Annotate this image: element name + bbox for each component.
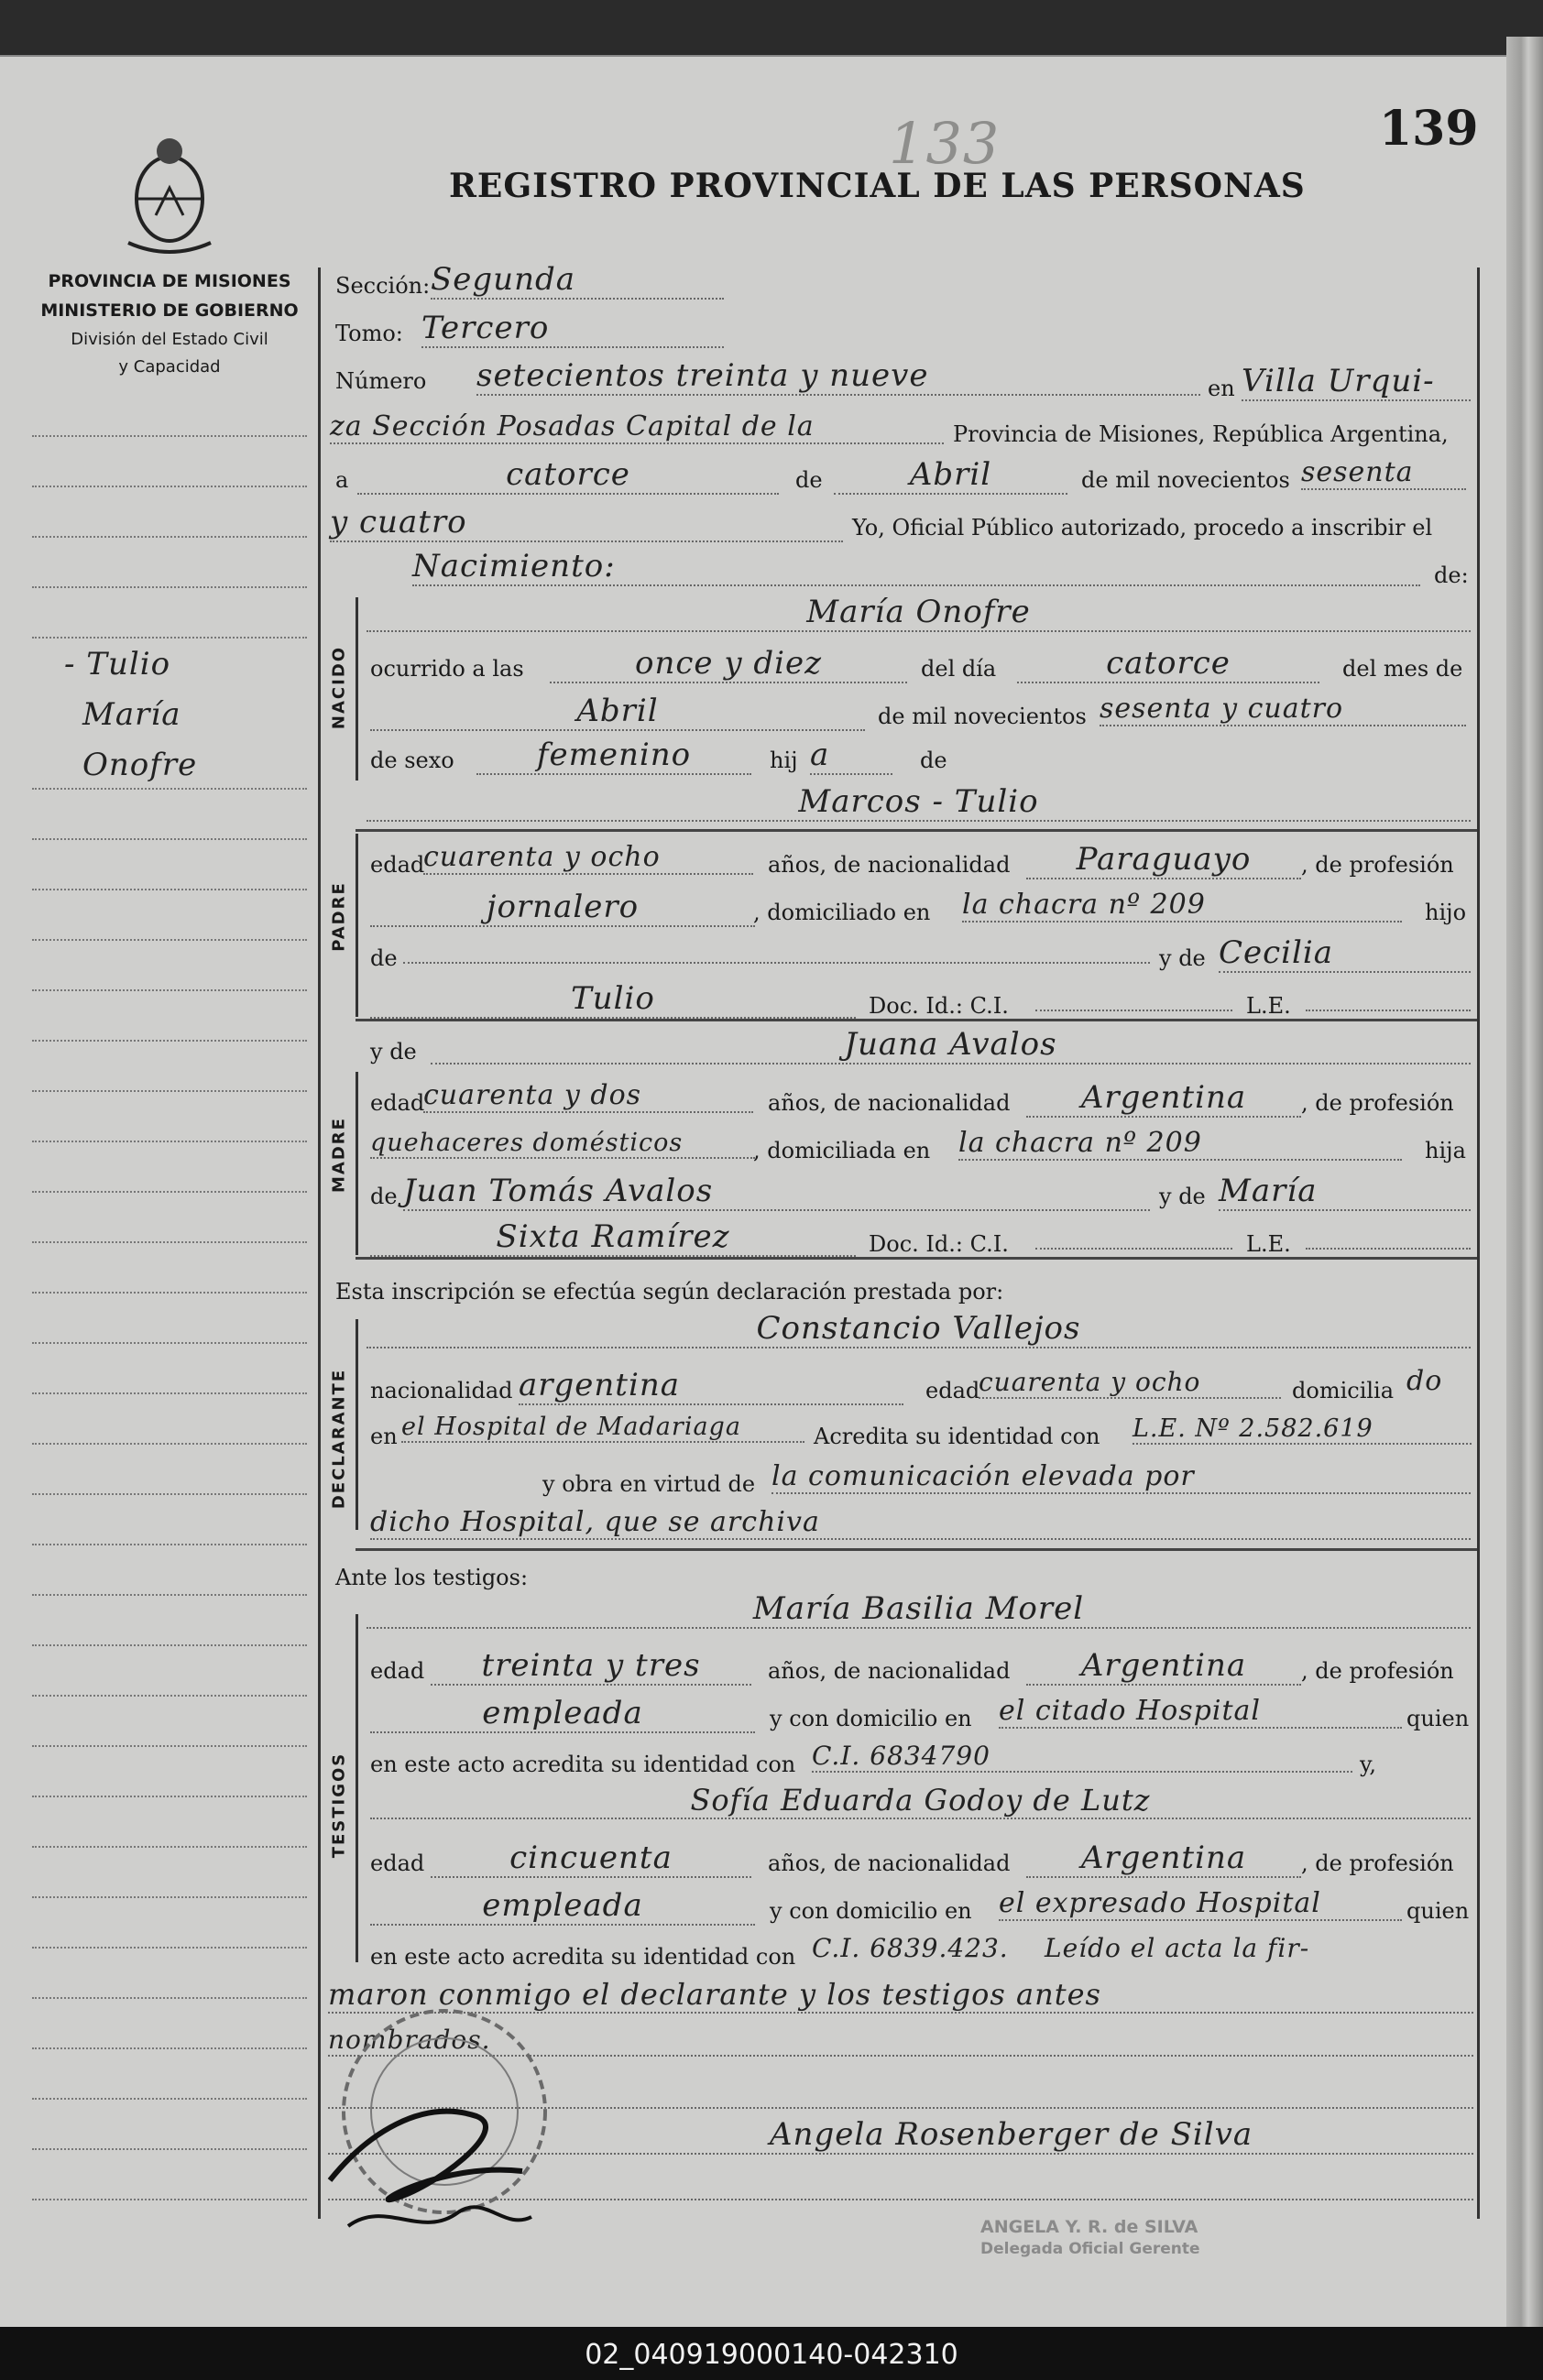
testigo2-profesion-label: , de profesión xyxy=(1301,1851,1454,1876)
madre-de-label: de xyxy=(370,1184,398,1209)
madre-madre-value: María xyxy=(1219,1173,1471,1211)
nacido-bottom-rule xyxy=(356,829,1477,832)
padre-bottom-rule xyxy=(356,1019,1477,1021)
testigo1-documento-value: C.I. 6834790 xyxy=(812,1741,1352,1773)
declarante-documento-value: L.E. Nº 2.582.619 xyxy=(1133,1414,1472,1445)
padre-edad-label: edad xyxy=(370,852,425,878)
madre-ci-blank xyxy=(1035,1248,1232,1250)
margin-note-line1: - Tulio xyxy=(64,646,171,682)
cierre-line-3: nombrados. xyxy=(328,2025,1473,2057)
declarante-nacionalidad-label: nacionalidad xyxy=(370,1378,513,1403)
sexo-value: femenino xyxy=(476,737,751,775)
declarante-bracket xyxy=(356,1319,358,1530)
document-title: REGISTRO PROVINCIAL DE LAS PERSONAS xyxy=(449,167,1306,205)
anio-value-2: y cuatro xyxy=(330,504,843,542)
padre-domicilio-label: , domiciliado en xyxy=(753,900,931,925)
ante-testigos-label: Ante los testigos: xyxy=(335,1565,529,1590)
madre-nombre: Juana Avalos xyxy=(431,1026,1471,1064)
de-colon-label: de: xyxy=(1434,562,1469,588)
testigo1-quien-label: quien xyxy=(1406,1706,1470,1731)
de-hijo-label: de xyxy=(920,748,947,773)
de-mil-label: de mil novecientos xyxy=(878,704,1087,729)
tomo-value: Tercero xyxy=(421,310,724,348)
padre-le-blank xyxy=(1306,1010,1471,1011)
testigo2-edad-label: edad xyxy=(370,1851,425,1876)
a-label: a xyxy=(335,467,349,493)
testigo2-profesion-value: empleada xyxy=(370,1887,755,1926)
en-value-line1: Villa Urqui- xyxy=(1242,363,1471,401)
padre-de-label: de xyxy=(370,945,398,971)
madre-nacionalidad-value: Argentina xyxy=(1026,1079,1301,1118)
official-signature: Angela Rosenberger de Silva xyxy=(770,2116,1253,2153)
declarante-nombre: Constancio Vallejos xyxy=(367,1310,1471,1348)
madre-padre-value: Juan Tomás Avalos xyxy=(403,1173,1150,1211)
testigo1-nacionalidad-value: Argentina xyxy=(1026,1647,1301,1686)
esta-inscripcion-label: Esta inscripción se efectúa según declaración prestada por: xyxy=(335,1279,1004,1305)
mes-value: Abril xyxy=(834,456,1067,495)
padre-side-label: PADRE xyxy=(329,881,349,952)
margin-note-line2: María xyxy=(82,696,181,733)
madre-le-label: L.E. xyxy=(1246,1231,1291,1257)
testigo1-edad-value: treinta y tres xyxy=(431,1647,751,1686)
provincia-label: Provincia de Misiones, República Argentina, xyxy=(953,421,1449,447)
declarante-edad-label: edad xyxy=(925,1378,980,1403)
padre-nombre: Marcos - Tulio xyxy=(367,783,1471,822)
nacido-bracket xyxy=(356,597,358,781)
declarante-bottom-rule xyxy=(356,1548,1477,1551)
cierre-line-1: Leído el acta la fir- xyxy=(1045,1933,1310,1963)
padre-domicilio-value: la chacra nº 209 xyxy=(962,889,1402,923)
anio-value-1: sesenta xyxy=(1301,456,1466,490)
del-mes-label: del mes de xyxy=(1342,656,1463,682)
coat-of-arms-emblem xyxy=(119,133,220,257)
frame-left-rule xyxy=(318,267,321,2219)
capacity-label: y Capacidad xyxy=(118,357,221,377)
nombre-inscripto: María Onofre xyxy=(367,594,1471,632)
numero-value: setecientos treinta y nueve xyxy=(476,357,1200,396)
padre-de-blank xyxy=(403,962,1150,964)
en-label: en xyxy=(1208,376,1235,401)
madre-domicilio-label: , domiciliada en xyxy=(753,1138,931,1163)
padre-y-de-label: y de xyxy=(1159,945,1206,971)
testigo2-domicilio-value: el expresado Hospital xyxy=(999,1887,1402,1921)
madre-profesion-label: , de profesión xyxy=(1301,1090,1454,1116)
testigo2-nombre: Sofía Eduarda Godoy de Lutz xyxy=(370,1783,1471,1819)
anio-nacimiento-value: sesenta y cuatro xyxy=(1100,693,1466,726)
ocurrido-label: ocurrido a las xyxy=(370,656,524,682)
madre-domicilio-value: la chacra nº 209 xyxy=(958,1127,1402,1161)
en-value-line2: za Sección Posadas Capital de la xyxy=(330,410,944,444)
dia-value: catorce xyxy=(357,456,779,495)
cierre-line-2: maron conmigo el declarante y los testigos antes xyxy=(328,1977,1473,2014)
testigo2-edad-value: cincuenta xyxy=(431,1840,751,1878)
acto-value: Nacimiento: xyxy=(412,548,1420,586)
testigo1-domicilio-label: y con domicilio en xyxy=(770,1706,972,1731)
image-identifier: 02_040919000140-042310 xyxy=(585,2339,958,2371)
declarante-y-obra-label: y obra en virtud de xyxy=(542,1471,756,1497)
padre-nacionalidad-label: años, de nacionalidad xyxy=(768,852,1011,878)
dia-nacimiento-value: catorce xyxy=(1017,645,1319,683)
declarante-acredita-label: Acredita su identidad con xyxy=(814,1424,1100,1449)
declarante-obra-value-2: dicho Hospital, que se archiva xyxy=(370,1506,1471,1540)
padre-ci-blank xyxy=(1035,1010,1232,1011)
folio-stamp-number: 133 xyxy=(889,110,1001,177)
madre-nacionalidad-label: años, de nacionalidad xyxy=(768,1090,1011,1116)
madre-bottom-rule xyxy=(356,1257,1477,1260)
declarante-domicilia-label: domicilia xyxy=(1292,1378,1395,1403)
padre-bracket xyxy=(356,834,358,1017)
del-dia-label: del día xyxy=(921,656,997,682)
declarante-edad-value: cuarenta y ocho xyxy=(979,1367,1281,1399)
division-label: División del Estado Civil xyxy=(71,330,268,349)
page-number: 139 xyxy=(1379,101,1479,157)
official-stamp-name: ANGELA Y. R. de SILVA xyxy=(980,2217,1198,2237)
book-page-edges xyxy=(1506,37,1543,2327)
declarante-domicilio-value: el Hospital de Madariaga xyxy=(401,1413,804,1443)
madre-hija-label: hija xyxy=(1425,1138,1466,1163)
declarante-obra-value: la comunicación elevada por xyxy=(772,1460,1471,1494)
testigo2-nacionalidad-label: años, de nacionalidad xyxy=(768,1851,1011,1876)
testigo1-domicilio-value: el citado Hospital xyxy=(999,1695,1402,1729)
testigo2-domicilio-label: y con domicilio en xyxy=(770,1898,972,1924)
testigo1-edad-label: edad xyxy=(370,1658,425,1684)
padre-hijo-label: hijo xyxy=(1425,900,1467,925)
declarante-side-label: DECLARANTE xyxy=(329,1368,349,1510)
testigo1-y-label: y, xyxy=(1360,1752,1376,1777)
madre-y-de-label: y de xyxy=(370,1039,417,1064)
sexo-label: de sexo xyxy=(370,748,454,773)
hij-suffix-value: a xyxy=(810,737,892,775)
padre-doc-label: Doc. Id.: C.I. xyxy=(869,993,1009,1019)
mes-nacimiento-value: Abril xyxy=(370,693,865,731)
hij-label: hij xyxy=(770,748,798,773)
ministry-label: MINISTERIO DE GOBIERNO xyxy=(40,300,299,321)
madre-le-blank xyxy=(1306,1248,1471,1250)
padre-edad-value: cuarenta y ocho xyxy=(423,841,753,875)
padre-abuela-value: Cecilia xyxy=(1219,934,1471,973)
madre-profesion-value: quehaceres domésticos xyxy=(370,1129,755,1159)
tomo-label: Tomo: xyxy=(335,321,403,346)
declarante-en-label: en xyxy=(370,1424,398,1449)
declarante-signature-scribble xyxy=(312,2080,550,2263)
numero-label: Número xyxy=(335,368,427,394)
madre-side-label: MADRE xyxy=(329,1117,349,1193)
de-label: de xyxy=(795,467,823,493)
yo-oficial-label: Yo, Oficial Público autorizado, procedo a inscribir el xyxy=(852,515,1433,540)
mil-novecientos-label: de mil novecientos xyxy=(1081,467,1290,493)
padre-nacionalidad-value: Paraguayo xyxy=(1026,841,1301,879)
testigos-bracket xyxy=(356,1614,358,1962)
madre-y-de-2-label: y de xyxy=(1159,1184,1206,1209)
testigo1-acredita-label: en este acto acredita su identidad con xyxy=(370,1752,796,1777)
testigo2-acredita-label: en este acto acredita su identidad con xyxy=(370,1944,796,1970)
testigo1-nacionalidad-label: años, de nacionalidad xyxy=(768,1658,1011,1684)
madre-edad-label: edad xyxy=(370,1090,425,1116)
madre-madre-value-2: Sixta Ramírez xyxy=(370,1218,856,1257)
margin-note-line3: Onofre xyxy=(82,747,198,783)
testigo2-documento-value: C.I. 6839.423. xyxy=(812,1933,1009,1963)
declarante-nacionalidad-value: argentina xyxy=(519,1367,903,1405)
declarante-domicilia-suffix: do xyxy=(1406,1365,1443,1397)
padre-profesion-label: , de profesión xyxy=(1301,852,1454,878)
madre-edad-value: cuarenta y dos xyxy=(423,1079,753,1113)
official-stamp-title: Delegada Oficial Gerente xyxy=(980,2240,1200,2258)
nacido-side-label: NACIDO xyxy=(329,645,349,730)
testigo1-profesion-value: empleada xyxy=(370,1695,755,1733)
padre-abuela-value-2: Tulio xyxy=(370,980,856,1019)
seccion-value: Segunda xyxy=(431,261,724,300)
padre-profesion-value: jornalero xyxy=(370,889,755,927)
hora-value: once y diez xyxy=(550,645,907,683)
testigo2-quien-label: quien xyxy=(1406,1898,1470,1924)
testigos-side-label: TESTIGOS xyxy=(329,1752,349,1859)
seccion-label: Sección: xyxy=(335,273,431,299)
madre-doc-label: Doc. Id.: C.I. xyxy=(869,1231,1009,1257)
testigo2-nacionalidad-value: Argentina xyxy=(1026,1840,1301,1878)
padre-le-label: L.E. xyxy=(1246,993,1291,1019)
province-label: PROVINCIA DE MISIONES xyxy=(48,271,291,291)
madre-bracket xyxy=(356,1072,358,1255)
frame-right-rule xyxy=(1477,267,1480,2219)
testigo1-nombre: María Basilia Morel xyxy=(367,1590,1471,1629)
testigo1-profesion-label: , de profesión xyxy=(1301,1658,1454,1684)
